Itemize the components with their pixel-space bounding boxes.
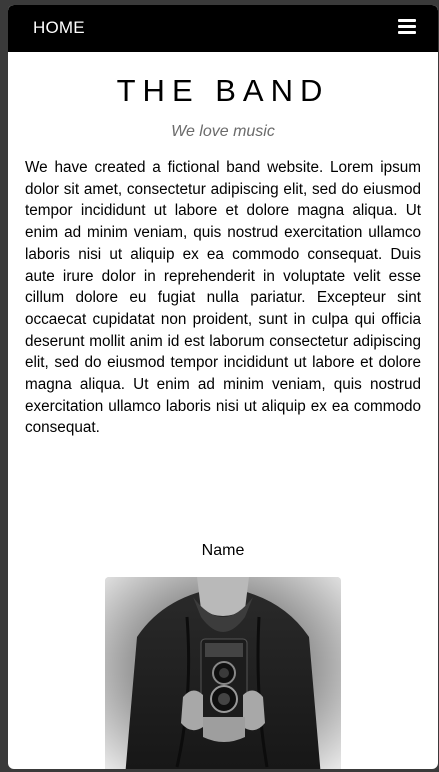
band-description: We have created a fictional band website. Lorem ipsum dolor sit amet, consectetur adipiscing elit, sed do eiusmod tempor incididunt ut labore et dolore magna aliqua. Ut enim ad minim veniam, quis nostrud exercitation ullamco laboris nisi ut aliquip ex ea commodo consequat. Duis aute irure dolor in reprehenderit in voluptate velit esse cillum dolore eu fugiat nulla pariatur. Excepteur sint occaecat cupidatat non proident, sunt in culpa qui officia deserunt mollit anim id est laborum consectetur adipiscing elit, sed do eiusmod tempor incididunt ut labore et dolore magna aliqua. Ut enim ad minim veniam, quis nostrud exercitation ullamco laboris nisi ut aliquip ex ea commodo consequat.	[25, 159, 421, 437]
member-name: Name	[201, 542, 245, 559]
hamburger-menu-icon[interactable]	[398, 19, 416, 35]
page-subtitle: We love music	[171, 123, 275, 140]
page-title: THE BAND	[116, 73, 330, 108]
navbar	[8, 5, 438, 52]
member-photo	[105, 577, 341, 769]
page-frame	[8, 5, 438, 769]
nav-home-link[interactable]: HOME	[33, 18, 85, 37]
menu-bar-line	[398, 31, 416, 34]
menu-bar-line	[398, 19, 416, 22]
menu-bar-line	[398, 25, 416, 28]
